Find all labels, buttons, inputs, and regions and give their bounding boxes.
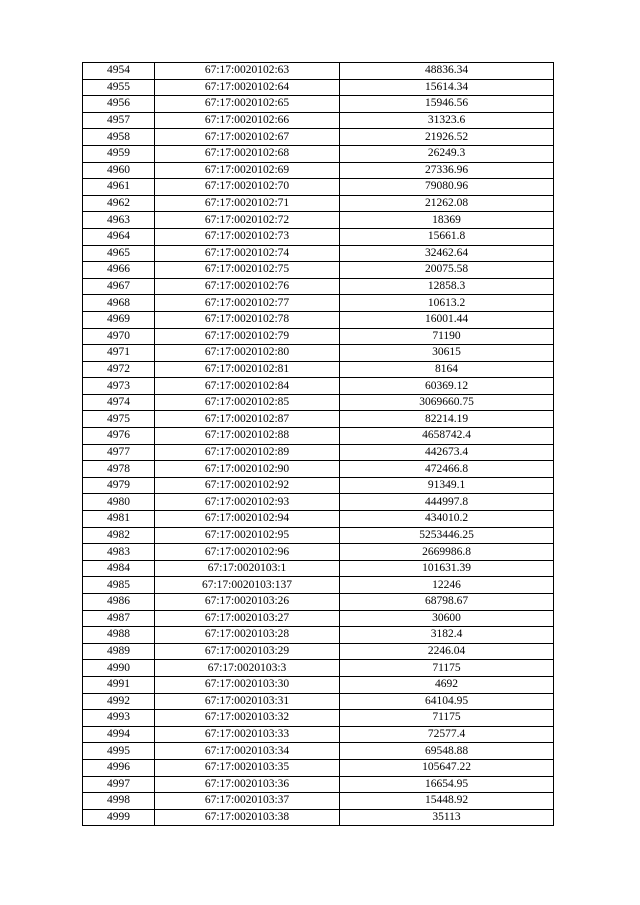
cadastral-number-cell: 67:17:0020102:73 <box>155 228 340 245</box>
table-row <box>83 162 554 179</box>
row-number-cell: 4990 <box>83 660 155 677</box>
cadastral-number-cell: 67:17:0020103:34 <box>155 743 340 760</box>
cadastral-number-cell: 67:17:0020102:88 <box>155 428 340 445</box>
row-number-cell: 4995 <box>83 743 155 760</box>
row-number-cell: 4963 <box>83 212 155 229</box>
cadastral-number-cell: 67:17:0020102:80 <box>155 345 340 362</box>
row-number-cell: 4969 <box>83 311 155 328</box>
table-row <box>83 627 554 644</box>
value-cell: 26249.3 <box>340 145 554 162</box>
row-number-cell: 4977 <box>83 444 155 461</box>
row-number-cell: 4976 <box>83 428 155 445</box>
value-cell: 3182.4 <box>340 627 554 644</box>
row-number-cell: 4979 <box>83 477 155 494</box>
value-cell: 16654.95 <box>340 776 554 793</box>
cadastral-number-cell: 67:17:0020103:37 <box>155 793 340 810</box>
table-row <box>83 96 554 113</box>
row-number-cell: 4992 <box>83 693 155 710</box>
row-number-cell: 4960 <box>83 162 155 179</box>
value-cell: 31323.6 <box>340 112 554 129</box>
cadastral-number-cell: 67:17:0020102:75 <box>155 262 340 279</box>
cadastral-number-cell: 67:17:0020102:69 <box>155 162 340 179</box>
value-cell: 16001.44 <box>340 311 554 328</box>
value-cell: 79080.96 <box>340 179 554 196</box>
table-row <box>83 311 554 328</box>
value-cell: 60369.12 <box>340 378 554 395</box>
value-cell: 48836.34 <box>340 63 554 80</box>
value-cell: 105647.22 <box>340 759 554 776</box>
value-cell: 72577.4 <box>340 726 554 743</box>
cadastral-number-cell: 67:17:0020102:63 <box>155 63 340 80</box>
table-row <box>83 378 554 395</box>
value-cell: 71190 <box>340 328 554 345</box>
value-cell: 101631.39 <box>340 560 554 577</box>
cadastral-number-cell: 67:17:0020103:31 <box>155 693 340 710</box>
table-row <box>83 793 554 810</box>
table-row <box>83 643 554 660</box>
value-cell: 8164 <box>340 361 554 378</box>
row-number-cell: 4987 <box>83 610 155 627</box>
table-row <box>83 79 554 96</box>
cadastral-number-cell: 67:17:0020102:93 <box>155 494 340 511</box>
cadastral-number-cell: 67:17:0020102:79 <box>155 328 340 345</box>
value-cell: 91349.1 <box>340 477 554 494</box>
cadastral-number-cell: 67:17:0020102:90 <box>155 461 340 478</box>
cadastral-value-table <box>82 62 554 826</box>
row-number-cell: 4999 <box>83 809 155 826</box>
row-number-cell: 4970 <box>83 328 155 345</box>
value-cell: 4658742.4 <box>340 428 554 445</box>
table-row <box>83 278 554 295</box>
table-row <box>83 179 554 196</box>
value-cell: 20075.58 <box>340 262 554 279</box>
table-row <box>83 228 554 245</box>
row-number-cell: 4988 <box>83 627 155 644</box>
cadastral-number-cell: 67:17:0020102:71 <box>155 195 340 212</box>
table-row <box>83 411 554 428</box>
cadastral-number-cell: 67:17:0020103:36 <box>155 776 340 793</box>
value-cell: 15946.56 <box>340 96 554 113</box>
value-cell: 15448.92 <box>340 793 554 810</box>
value-cell: 69548.88 <box>340 743 554 760</box>
row-number-cell: 4989 <box>83 643 155 660</box>
cadastral-number-cell: 67:17:0020102:64 <box>155 79 340 96</box>
value-cell: 18369 <box>340 212 554 229</box>
row-number-cell: 4962 <box>83 195 155 212</box>
table-row <box>83 511 554 528</box>
row-number-cell: 4972 <box>83 361 155 378</box>
row-number-cell: 4980 <box>83 494 155 511</box>
cadastral-number-cell: 67:17:0020102:66 <box>155 112 340 129</box>
value-cell: 2669986.8 <box>340 544 554 561</box>
value-cell: 30600 <box>340 610 554 627</box>
row-number-cell: 4956 <box>83 96 155 113</box>
table-row <box>83 560 554 577</box>
row-number-cell: 4968 <box>83 295 155 312</box>
row-number-cell: 4955 <box>83 79 155 96</box>
cadastral-number-cell: 67:17:0020103:27 <box>155 610 340 627</box>
value-cell: 3069660.75 <box>340 394 554 411</box>
table-row <box>83 527 554 544</box>
value-cell: 442673.4 <box>340 444 554 461</box>
value-cell: 5253446.25 <box>340 527 554 544</box>
row-number-cell: 4964 <box>83 228 155 245</box>
row-number-cell: 4985 <box>83 577 155 594</box>
table-row <box>83 245 554 262</box>
row-number-cell: 4997 <box>83 776 155 793</box>
cadastral-number-cell: 67:17:0020102:89 <box>155 444 340 461</box>
row-number-cell: 4971 <box>83 345 155 362</box>
table-row <box>83 444 554 461</box>
value-cell: 12246 <box>340 577 554 594</box>
row-number-cell: 4994 <box>83 726 155 743</box>
value-cell: 27336.96 <box>340 162 554 179</box>
table-row <box>83 129 554 146</box>
row-number-cell: 4957 <box>83 112 155 129</box>
cadastral-number-cell: 67:17:0020102:67 <box>155 129 340 146</box>
row-number-cell: 4993 <box>83 710 155 727</box>
table-row <box>83 394 554 411</box>
cadastral-number-cell: 67:17:0020102:95 <box>155 527 340 544</box>
cadastral-number-cell: 67:17:0020102:92 <box>155 477 340 494</box>
table-row <box>83 345 554 362</box>
cadastral-number-cell: 67:17:0020102:78 <box>155 311 340 328</box>
table-row <box>83 328 554 345</box>
value-cell: 12858.3 <box>340 278 554 295</box>
table-row <box>83 710 554 727</box>
value-cell: 2246.04 <box>340 643 554 660</box>
table-row <box>83 759 554 776</box>
row-number-cell: 4982 <box>83 527 155 544</box>
table-row <box>83 594 554 611</box>
value-cell: 30615 <box>340 345 554 362</box>
table-row <box>83 743 554 760</box>
cadastral-number-cell: 67:17:0020103:35 <box>155 759 340 776</box>
value-cell: 68798.67 <box>340 594 554 611</box>
table-row <box>83 262 554 279</box>
row-number-cell: 4973 <box>83 378 155 395</box>
table-row <box>83 295 554 312</box>
value-cell: 434010.2 <box>340 511 554 528</box>
table-row <box>83 577 554 594</box>
cadastral-number-cell: 67:17:0020102:77 <box>155 295 340 312</box>
cadastral-number-cell: 67:17:0020103:30 <box>155 676 340 693</box>
value-cell: 10613.2 <box>340 295 554 312</box>
table-row <box>83 195 554 212</box>
table-row <box>83 494 554 511</box>
row-number-cell: 4967 <box>83 278 155 295</box>
row-number-cell: 4983 <box>83 544 155 561</box>
row-number-cell: 4965 <box>83 245 155 262</box>
value-cell: 71175 <box>340 710 554 727</box>
row-number-cell: 4996 <box>83 759 155 776</box>
cadastral-number-cell: 67:17:0020103:3 <box>155 660 340 677</box>
value-cell: 64104.95 <box>340 693 554 710</box>
cadastral-number-cell: 67:17:0020102:84 <box>155 378 340 395</box>
cadastral-number-cell: 67:17:0020103:29 <box>155 643 340 660</box>
row-number-cell: 4959 <box>83 145 155 162</box>
cadastral-number-cell: 67:17:0020102:94 <box>155 511 340 528</box>
table-row <box>83 112 554 129</box>
table-row <box>83 544 554 561</box>
table-row <box>83 610 554 627</box>
value-cell: 15661.8 <box>340 228 554 245</box>
cadastral-number-cell: 67:17:0020102:72 <box>155 212 340 229</box>
cadastral-number-cell: 67:17:0020103:1 <box>155 560 340 577</box>
table-row <box>83 676 554 693</box>
table-row <box>83 477 554 494</box>
cadastral-number-cell: 67:17:0020102:96 <box>155 544 340 561</box>
value-cell: 21926.52 <box>340 129 554 146</box>
table-row <box>83 361 554 378</box>
value-cell: 4692 <box>340 676 554 693</box>
cadastral-number-cell: 67:17:0020102:70 <box>155 179 340 196</box>
table-row <box>83 63 554 80</box>
row-number-cell: 4981 <box>83 511 155 528</box>
row-number-cell: 4984 <box>83 560 155 577</box>
row-number-cell: 4961 <box>83 179 155 196</box>
row-number-cell: 4978 <box>83 461 155 478</box>
row-number-cell: 4958 <box>83 129 155 146</box>
value-cell: 444997.8 <box>340 494 554 511</box>
table-row <box>83 660 554 677</box>
cadastral-number-cell: 67:17:0020103:137 <box>155 577 340 594</box>
cadastral-number-cell: 67:17:0020102:74 <box>155 245 340 262</box>
table-body <box>83 63 554 826</box>
row-number-cell: 4975 <box>83 411 155 428</box>
row-number-cell: 4998 <box>83 793 155 810</box>
value-cell: 15614.34 <box>340 79 554 96</box>
table-row <box>83 461 554 478</box>
value-cell: 71175 <box>340 660 554 677</box>
row-number-cell: 4974 <box>83 394 155 411</box>
cadastral-number-cell: 67:17:0020102:65 <box>155 96 340 113</box>
cadastral-number-cell: 67:17:0020103:28 <box>155 627 340 644</box>
cadastral-number-cell: 67:17:0020103:38 <box>155 809 340 826</box>
table-row <box>83 809 554 826</box>
row-number-cell: 4966 <box>83 262 155 279</box>
cadastral-number-cell: 67:17:0020103:33 <box>155 726 340 743</box>
cadastral-number-cell: 67:17:0020102:76 <box>155 278 340 295</box>
cadastral-number-cell: 67:17:0020102:81 <box>155 361 340 378</box>
table-row <box>83 726 554 743</box>
table-row <box>83 212 554 229</box>
table-row <box>83 776 554 793</box>
value-cell: 35113 <box>340 809 554 826</box>
cadastral-number-cell: 67:17:0020103:32 <box>155 710 340 727</box>
cadastral-number-cell: 67:17:0020102:68 <box>155 145 340 162</box>
value-cell: 32462.64 <box>340 245 554 262</box>
table-row <box>83 693 554 710</box>
row-number-cell: 4954 <box>83 63 155 80</box>
value-cell: 472466.8 <box>340 461 554 478</box>
cadastral-number-cell: 67:17:0020102:87 <box>155 411 340 428</box>
cadastral-number-cell: 67:17:0020102:85 <box>155 394 340 411</box>
row-number-cell: 4986 <box>83 594 155 611</box>
row-number-cell: 4991 <box>83 676 155 693</box>
value-cell: 21262.08 <box>340 195 554 212</box>
table-row <box>83 428 554 445</box>
value-cell: 82214.19 <box>340 411 554 428</box>
table-row <box>83 145 554 162</box>
cadastral-number-cell: 67:17:0020103:26 <box>155 594 340 611</box>
